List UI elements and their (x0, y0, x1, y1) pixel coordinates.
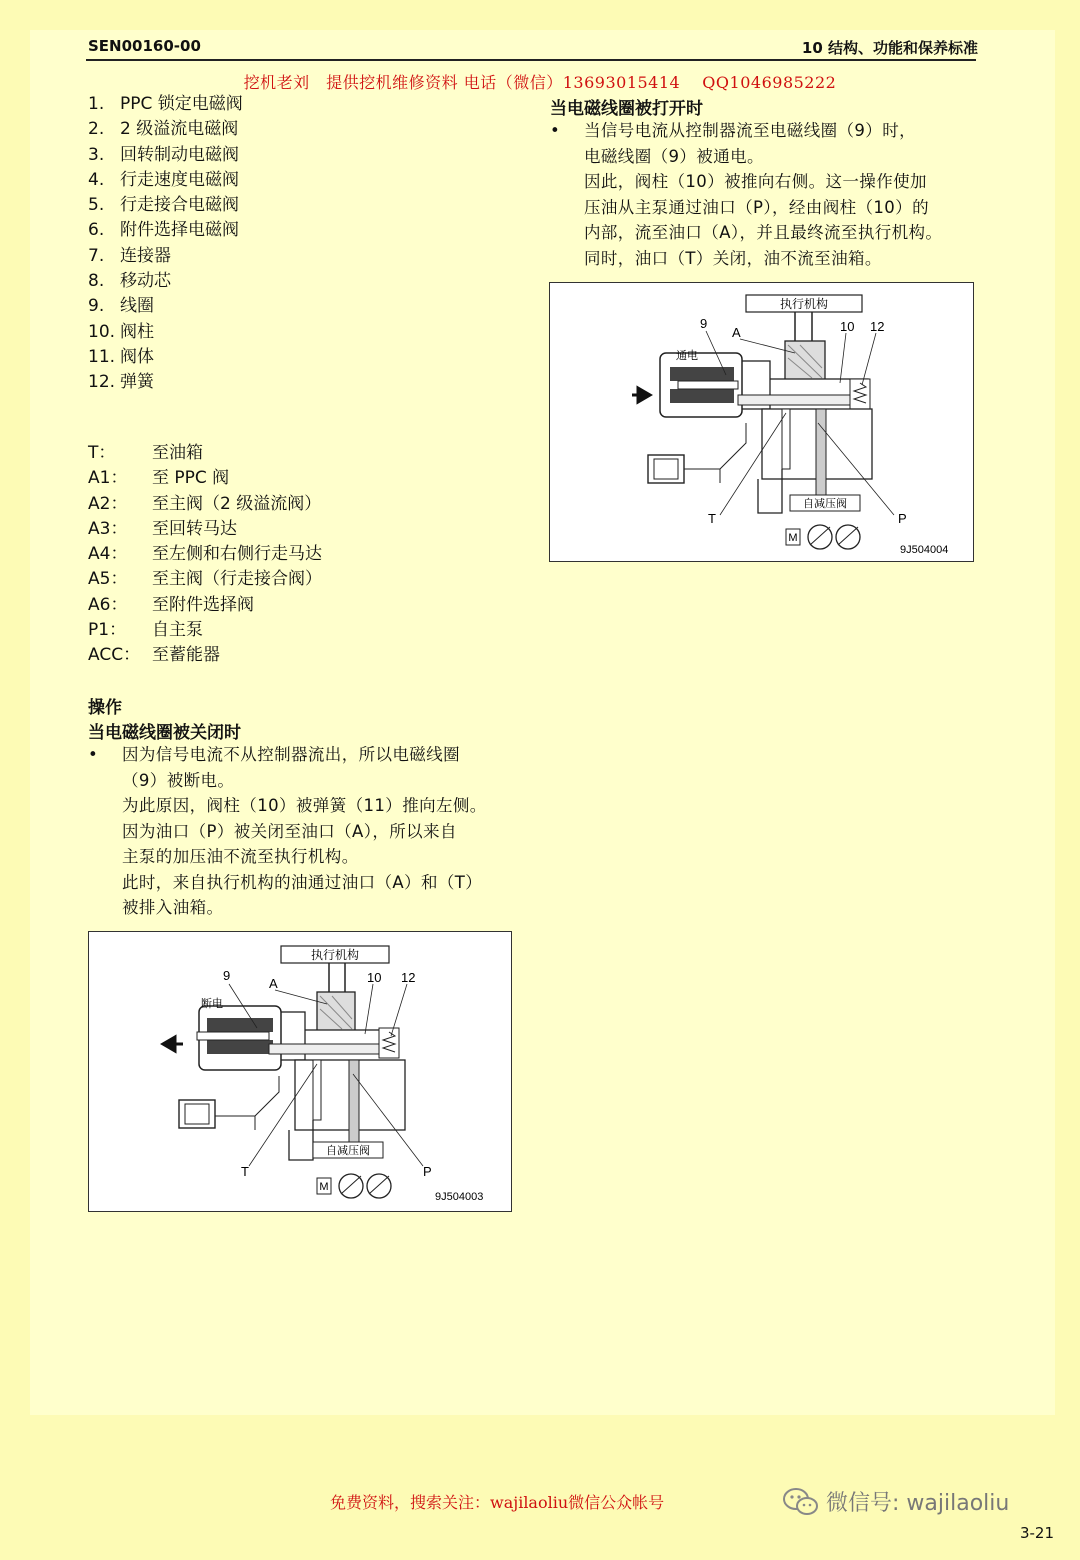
label-10: 10 (367, 970, 382, 985)
label-9: 9 (223, 968, 231, 983)
list-item: 10. 阀柱 (88, 321, 154, 342)
list-item: A2： 至主阀（2 级溢流阀） (88, 493, 322, 514)
footer-notice: 免费资料，搜索关注：wajilaoliu微信公众帐号 (330, 1493, 665, 1512)
list-item: P1： 自主泵 (88, 620, 203, 641)
label-A: A (269, 976, 278, 991)
label-P: P (423, 1164, 432, 1179)
label-12: 12 (401, 970, 416, 985)
on-state-title: 当电磁线圈被打开时 (550, 99, 703, 119)
label-P: P (898, 511, 907, 526)
operation-title: 操作 (88, 698, 122, 718)
top-watermark: 挖机老刘 提供挖机维修资料 电话（微信）13693015414 QQ1046985222 (243, 73, 837, 92)
chapter-title: 10 结构、功能和保养标准 (801, 39, 978, 57)
reducer-label: 自减压阀 (326, 1145, 370, 1157)
list-item: 5. 行走接合电磁阀 (88, 195, 239, 216)
off-state-paragraph: • 因为信号电流不从控制器流出，所以电磁线圈 （9）被断电。 为此原因，阀柱（10）被弹簧（11）推向左侧。 因为油口（P）被关闭至油口（A），所以来自 主泵的加压油不流至执行机构。 此时，来自执行机构的油通过油口（A）和（T） 被排入油箱。 (88, 742, 487, 921)
list-item: 6. 附件选择电磁阀 (88, 220, 239, 241)
solenoid-on-diagram (549, 282, 974, 562)
list-item: 1. PPC 锁定电磁阀 (88, 94, 243, 114)
label-10: 10 (840, 319, 855, 334)
list-item: A6： 至附件选择阀 (88, 594, 254, 615)
list-item: A4： 至左侧和右侧行走马达 (88, 544, 322, 565)
on-state-paragraph: • 当信号电流从控制器流至电磁线圈（9）时， 电磁线圈（9）被通电。 因此，阀柱（10）被推向右侧。这一操作使加 压油从主泵通过油口（P），经由阀柱（10）的 内部，流至油口（A），并且最终流至执行机构。 同时，油口（T）关闭，油不流至油箱。 (550, 118, 942, 271)
wechat-watermark (782, 1486, 1009, 1517)
list-item: T： 至油箱 (88, 443, 203, 463)
label-T: T (708, 511, 716, 526)
bullet: • (550, 121, 561, 140)
wechat-icon (782, 1487, 820, 1517)
list-item: 3. 回转制动电磁阀 (88, 144, 239, 165)
wechat-id: 微信号: wajilaoliu (826, 1491, 1010, 1516)
list-item: ACC： 至蓄能器 (88, 645, 220, 666)
list-item: A1： 至 PPC 阀 (88, 468, 230, 489)
page-number: 3-21 (1019, 1524, 1054, 1542)
doc-code: SEN00160-00 (88, 37, 201, 55)
header-rule (86, 59, 976, 61)
label-9: 9 (700, 316, 708, 331)
list-item: 11. 阀体 (88, 346, 154, 367)
label-A: A (732, 325, 741, 340)
list-item: 12. 弹簧 (88, 372, 154, 393)
figure-code: 9J504003 (435, 1191, 484, 1203)
list-item: A5： 至主阀（行走接合阀） (88, 569, 322, 590)
motor-label: M (788, 532, 798, 544)
list-item: 8. 移动芯 (88, 271, 171, 292)
list-item: A3： 至回转马达 (88, 518, 237, 539)
list-item: 4. 行走速度电磁阀 (88, 169, 239, 190)
ports-list (88, 441, 322, 669)
state-label: 断电 (201, 998, 223, 1010)
bullet: • (88, 745, 99, 764)
list-item: 2. 2 级溢流电磁阀 (88, 119, 239, 140)
state-label: 通电 (676, 350, 698, 362)
motor-label: M (319, 1181, 329, 1193)
label-12: 12 (870, 319, 885, 334)
list-item: 7. 连接器 (88, 245, 171, 266)
actuator-label: 执行机构 (779, 297, 829, 311)
list-item: 9. 线圈 (88, 296, 154, 317)
label-T: T (241, 1164, 249, 1179)
reducer-label: 自减压阀 (803, 498, 847, 510)
solenoid-off-diagram (88, 931, 512, 1212)
parts-list (88, 92, 243, 396)
off-state-title: 当电磁线圈被关闭时 (88, 723, 241, 743)
figure-code: 9J504004 (900, 544, 949, 556)
actuator-label: 执行机构 (310, 948, 360, 962)
